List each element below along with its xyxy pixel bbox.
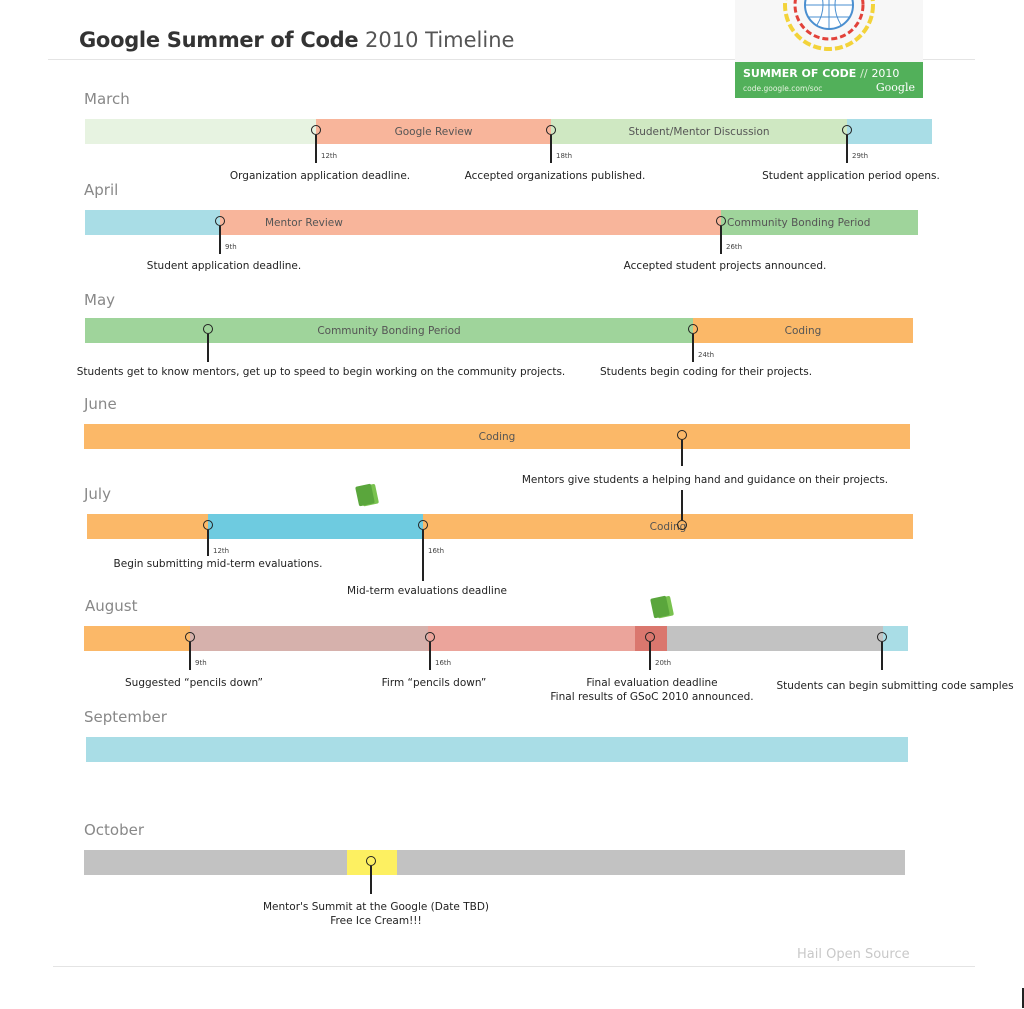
timeline-segment xyxy=(84,424,910,449)
milestone-day: 18th xyxy=(556,152,573,160)
milestone-description: Suggested “pencils down” xyxy=(125,677,263,689)
milestone-stem xyxy=(692,334,694,362)
milestone-marker xyxy=(716,216,726,226)
timeline-segment xyxy=(85,210,220,235)
milestone-description: Firm “pencils down” xyxy=(381,677,487,689)
timeline-segment xyxy=(85,119,316,144)
milestone-marker xyxy=(203,324,213,334)
timeline-segment xyxy=(85,318,693,343)
milestone-description: Mentors give students a helping hand and guidance on their projects. xyxy=(521,474,889,486)
timeline-segment xyxy=(316,119,551,144)
month-label-march: March xyxy=(84,90,130,108)
milestone-day: 9th xyxy=(195,659,207,667)
milestone-day: 24th xyxy=(698,351,715,359)
segment-label: Community Bonding Period xyxy=(727,216,871,229)
timeline-segment xyxy=(84,626,190,651)
milestone-marker xyxy=(877,632,887,642)
milestone-stem xyxy=(429,642,431,670)
milestone-marker xyxy=(842,125,852,135)
milestone-stem xyxy=(315,135,317,163)
milestone-description: Mid-term evaluations deadline xyxy=(347,585,507,597)
milestone-marker xyxy=(366,856,376,866)
timeline-segment xyxy=(721,210,918,235)
milestone-day: 26th xyxy=(726,243,743,251)
month-label-october: October xyxy=(84,821,145,839)
milestone-description: Students can begin submitting code samples xyxy=(776,680,1014,692)
milestone-stem xyxy=(422,530,424,581)
footer-tagline: Hail Open Source xyxy=(797,947,910,962)
milestone-description: Accepted student projects announced. xyxy=(623,260,827,272)
milestone-marker xyxy=(546,125,556,135)
money-icon xyxy=(355,484,375,507)
segment-label: Student/Mentor Discussion xyxy=(628,125,770,138)
milestone-marker xyxy=(645,632,655,642)
segment-label: Community Bonding Period xyxy=(317,324,461,337)
month-label-july: July xyxy=(84,485,111,503)
timeline-segment xyxy=(397,850,905,875)
milestone-stem xyxy=(681,440,683,466)
milestone-marker xyxy=(425,632,435,642)
milestone-marker xyxy=(688,324,698,334)
month-label-september: September xyxy=(84,708,167,726)
milestone-stem xyxy=(207,334,209,362)
milestone-marker xyxy=(677,520,687,530)
timeline-segment xyxy=(693,318,913,343)
milestone-description: Student application period opens. xyxy=(762,170,940,182)
milestone-description: Accepted organizations published. xyxy=(464,170,646,182)
month-label-april: April xyxy=(84,181,119,199)
milestone-stem xyxy=(219,226,221,254)
milestone-stem xyxy=(550,135,552,163)
milestone-stem xyxy=(881,642,883,670)
segment-label: Coding xyxy=(649,520,687,533)
timeline-segment xyxy=(208,514,423,539)
money-icon xyxy=(650,596,670,619)
timeline-segment xyxy=(220,210,721,235)
milestone-day: 16th xyxy=(435,659,452,667)
milestone-day: 12th xyxy=(213,547,230,555)
milestone-stem xyxy=(207,530,209,556)
milestone-marker xyxy=(418,520,428,530)
timeline-segment xyxy=(84,850,347,875)
milestone-marker xyxy=(185,632,195,642)
timeline-segment xyxy=(428,626,635,651)
milestone-day: 16th xyxy=(428,547,445,555)
milestone-marker xyxy=(203,520,213,530)
logo-band: SUMMER OF CODE // 2010 code.google.com/soc Google xyxy=(735,62,923,98)
milestone-marker xyxy=(677,430,687,440)
milestone-stem xyxy=(720,226,722,254)
gsoc-logo xyxy=(735,0,923,98)
segment-label: Google Review xyxy=(394,125,473,138)
timeline-segment xyxy=(667,626,883,651)
footer-divider xyxy=(53,966,975,967)
month-label-june: June xyxy=(84,395,117,413)
timeline-segment xyxy=(847,119,932,144)
milestone-description: Students get to know mentors, get up to speed to begin working on the community projects. xyxy=(76,366,566,378)
milestone-description: Free Ice Cream!!! xyxy=(330,915,422,927)
milestone-stem xyxy=(189,642,191,670)
milestone-description: Begin submitting mid-term evaluations. xyxy=(113,558,323,570)
milestone-day: 12th xyxy=(321,152,338,160)
page-title: Google Summer of Code 2010 Timeline xyxy=(79,28,515,52)
milestone-day: 9th xyxy=(225,243,237,251)
milestone-description: Organization application deadline. xyxy=(229,170,411,182)
month-label-may: May xyxy=(84,291,116,309)
milestone-description: Mentor's Summit at the Google (Date TBD) xyxy=(262,901,490,913)
segment-label: Mentor Review xyxy=(265,216,343,229)
milestone-stem xyxy=(846,135,848,163)
timeline-segment xyxy=(86,737,908,762)
timeline-segment xyxy=(87,514,208,539)
milestone-day: 20th xyxy=(655,659,672,667)
month-label-august: August xyxy=(85,597,138,615)
milestone-day: 29th xyxy=(852,152,869,160)
timeline-segment xyxy=(551,119,847,144)
text-cursor xyxy=(1022,988,1024,1008)
milestone-marker xyxy=(215,216,225,226)
milestone-description: Final evaluation deadline xyxy=(586,677,718,689)
timeline-segment xyxy=(423,514,913,539)
milestone-stem xyxy=(649,642,651,670)
milestone-marker xyxy=(311,125,321,135)
milestone-description: Student application deadline. xyxy=(146,260,302,272)
milestone-stem xyxy=(370,866,372,894)
segment-label: Coding xyxy=(784,324,822,337)
timeline-segment xyxy=(190,626,428,651)
segment-label: Coding xyxy=(478,430,516,443)
milestone-stem xyxy=(681,490,683,520)
milestone-description: Students begin coding for their projects. xyxy=(599,366,813,378)
globe-sun-icon xyxy=(735,0,923,62)
milestone-description: Final results of GSoC 2010 announced. xyxy=(550,691,754,703)
